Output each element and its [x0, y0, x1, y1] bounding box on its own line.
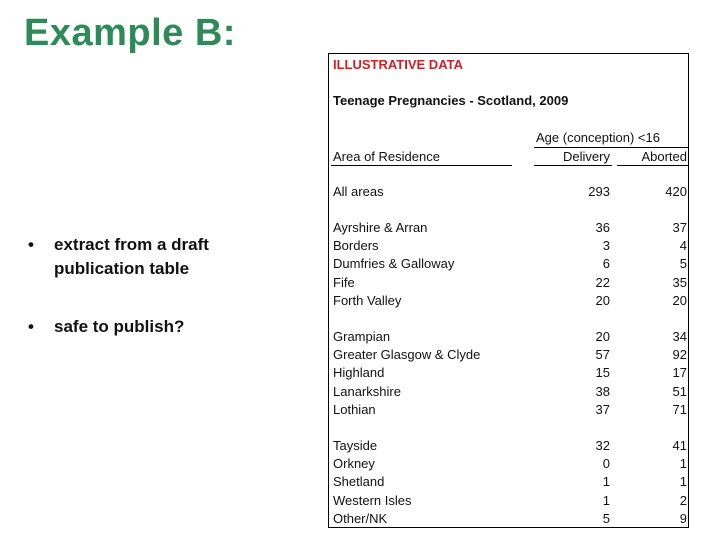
delivery-cell: 20 — [595, 329, 610, 344]
delivery-cell: 37 — [595, 401, 610, 417]
area-cell: Tayside — [333, 438, 378, 453]
table-row — [329, 493, 688, 511]
aborted-cell: 34 — [672, 329, 687, 344]
column-header-area: Area of Residence — [333, 149, 440, 164]
area-cell: Borders — [333, 238, 379, 254]
table-row — [329, 511, 688, 529]
area-cell: Greater Glasgow & Clyde — [333, 347, 481, 363]
column-header-aborted: Aborted — [641, 149, 687, 164]
aborted-cell: 17 — [672, 365, 687, 381]
slide-title: Example B: — [24, 12, 236, 54]
aborted-cell: 420 — [665, 184, 687, 199]
delivery-cell: 1 — [602, 474, 610, 490]
table-row — [329, 402, 688, 420]
delivery-cell: 15 — [595, 365, 610, 381]
delivery-cell: 36 — [595, 220, 610, 235]
area-cell: Grampian — [333, 329, 391, 344]
area-cell: Highland — [333, 365, 385, 381]
table-row — [329, 293, 688, 311]
table-row — [329, 238, 688, 256]
column-header-delivery: Delivery — [563, 149, 610, 164]
table-row — [329, 220, 688, 238]
table-title: Teenage Pregnancies - Scotland, 2009 — [333, 93, 569, 108]
area-cell: Orkney — [333, 456, 375, 472]
area-cell: Lanarkshire — [333, 383, 401, 399]
delivery-cell: 38 — [595, 383, 610, 399]
area-cell: Fife — [333, 274, 355, 290]
aborted-cell: 71 — [672, 401, 687, 417]
delivery-cell: 32 — [595, 438, 610, 453]
header-rule-area — [331, 165, 512, 166]
table-row — [329, 347, 688, 365]
aborted-cell: 9 — [679, 510, 687, 526]
aborted-cell: 51 — [672, 383, 687, 399]
table-row — [329, 438, 688, 456]
area-cell: Shetland — [333, 474, 385, 490]
table-row — [329, 474, 688, 492]
aborted-cell: 41 — [672, 438, 687, 453]
bullet-list — [28, 233, 298, 373]
table-row — [329, 275, 688, 293]
header-rule-delivery — [534, 165, 612, 166]
aborted-cell: 4 — [679, 238, 687, 254]
delivery-cell: 6 — [602, 256, 610, 272]
aborted-cell: 20 — [672, 292, 687, 308]
table-row — [329, 256, 688, 274]
bullet-item — [28, 315, 298, 339]
table-row — [329, 365, 688, 383]
bullet-marker: • — [28, 317, 34, 336]
delivery-cell: 1 — [602, 492, 610, 508]
delivery-cell: 22 — [595, 274, 610, 290]
aborted-cell: 2 — [679, 492, 687, 508]
table-row — [329, 184, 688, 202]
aborted-cell: 35 — [672, 274, 687, 290]
aborted-cell: 5 — [679, 256, 687, 272]
area-cell: Ayrshire & Arran — [333, 220, 428, 235]
aborted-cell: 92 — [672, 347, 687, 363]
table-row — [329, 384, 688, 402]
area-cell: Forth Valley — [333, 292, 402, 308]
bullet-text: safe to publish? — [54, 317, 185, 336]
header-rule-aborted — [617, 165, 688, 166]
delivery-cell: 20 — [595, 292, 610, 308]
area-cell: Western Isles — [333, 492, 412, 508]
age-header: Age (conception) <16 — [536, 130, 660, 145]
delivery-cell: 57 — [595, 347, 610, 363]
aborted-cell: 1 — [679, 474, 687, 490]
delivery-cell: 293 — [588, 184, 610, 199]
area-cell: All areas — [333, 184, 384, 199]
delivery-cell: 3 — [602, 238, 610, 254]
data-table-panel — [328, 53, 689, 528]
area-cell: Other/NK — [333, 510, 388, 526]
aborted-cell: 37 — [672, 220, 687, 235]
bullet-item — [28, 233, 298, 281]
table-row — [329, 329, 688, 347]
table-row — [329, 456, 688, 474]
aborted-cell: 1 — [679, 456, 687, 472]
delivery-cell: 0 — [602, 456, 610, 472]
bullet-text: extract from a draft publication table — [54, 235, 209, 278]
bullet-marker: • — [28, 235, 34, 254]
illustrative-label: ILLUSTRATIVE DATA — [333, 57, 463, 72]
area-cell: Dumfries & Galloway — [333, 256, 455, 272]
area-cell: Lothian — [333, 401, 376, 417]
delivery-cell: 5 — [602, 510, 610, 526]
age-header-rule — [534, 147, 688, 148]
